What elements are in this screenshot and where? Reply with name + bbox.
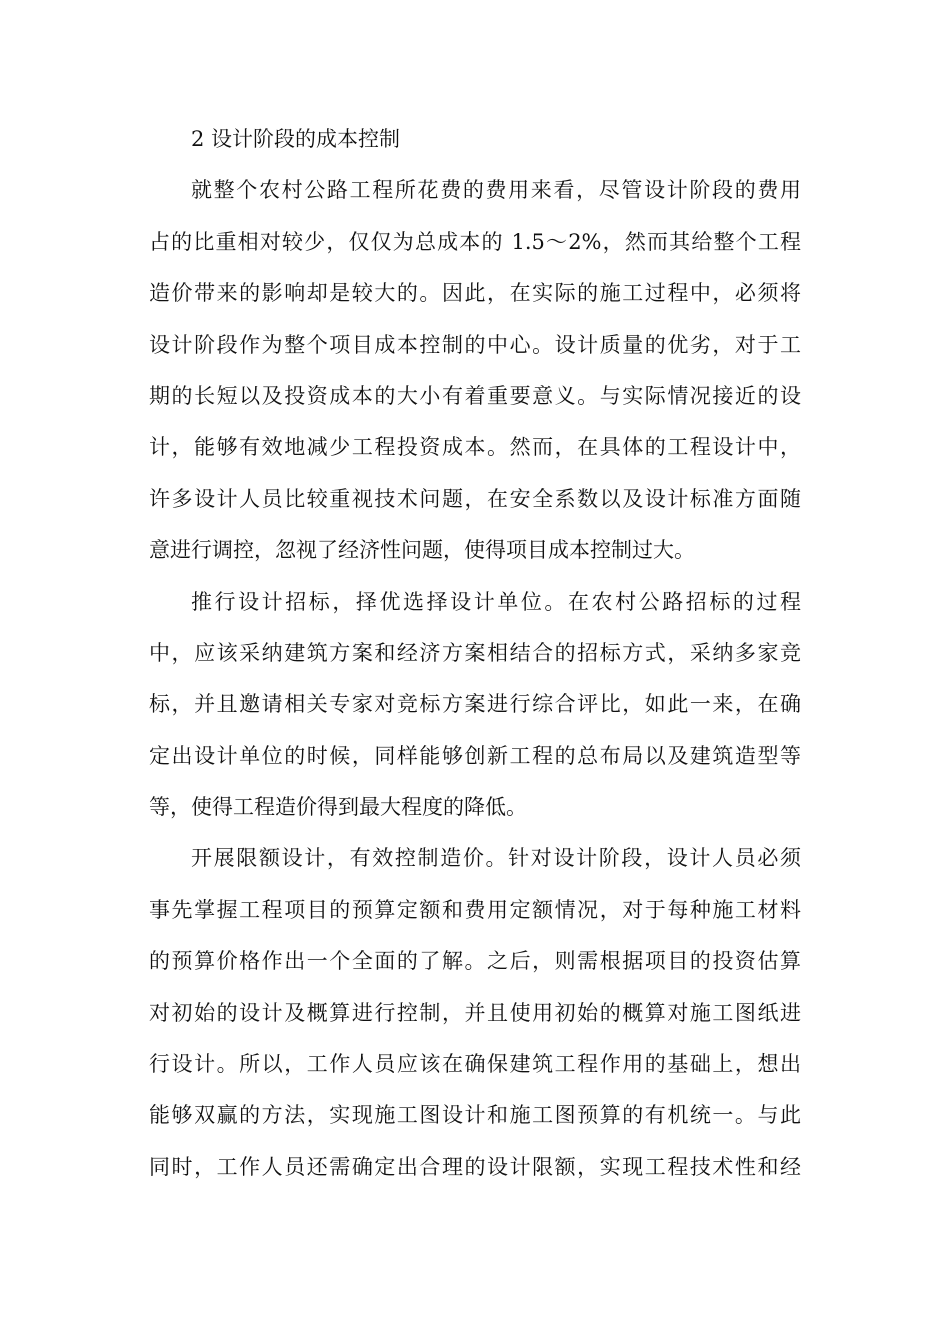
text-line: 造价带来的影响却是较大的。因此，在实际的施工过程中，必须将 — [149, 281, 801, 306]
text-line: 中，应该采纳建筑方案和经济方案相结合的招标方式，采纳多家竞 — [149, 640, 801, 665]
text-line: 就整个农村公路工程所花费的费用来看，尽管设计阶段的费用 — [191, 178, 801, 203]
text-line: 行设计。所以，工作人员应该在确保建筑工程作用的基础上，想出 — [149, 1052, 801, 1077]
section-heading: 2 设计阶段的成本控制 — [191, 127, 401, 151]
text-line: 的预算价格作出一个全面的了解。之后，则需根据项目的投资估算 — [149, 949, 801, 974]
text-line: 等，使得工程造价得到最大程度的降低。 — [149, 795, 527, 820]
text-line: 标，并且邀请相关专家对竞标方案进行综合评比，如此一来，在确 — [149, 692, 801, 717]
text-line: 许多设计人员比较重视技术问题，在安全系数以及设计标准方面随 — [149, 486, 801, 511]
text-line: 期的长短以及投资成本的大小有着重要意义。与实际情况接近的设 — [149, 383, 801, 408]
text-line: 事先掌握工程项目的预算定额和费用定额情况，对于每种施工材料 — [149, 897, 801, 922]
text-line: 定出设计单位的时候，同样能够创新工程的总布局以及建筑造型等 — [149, 743, 801, 768]
text-line: 对初始的设计及概算进行控制，并且使用初始的概算对施工图纸进 — [149, 1000, 801, 1025]
text-line: 占的比重相对较少，仅仅为总成本的 1.5～2%，然而其给整个工程 — [149, 229, 801, 254]
text-line: 推行设计招标，择优选择设计单位。在农村公路招标的过程 — [191, 589, 801, 614]
text-line: 意进行调控，忽视了经济性问题，使得项目成本控制过大。 — [149, 538, 695, 563]
text-line: 设计阶段作为整个项目成本控制的中心。设计质量的优劣，对于工 — [149, 332, 801, 357]
text-line: 同时，工作人员还需确定出合理的设计限额，实现工程技术性和经 — [149, 1154, 801, 1179]
body-text — [149, 114, 801, 1193]
text-line: 能够双赢的方法，实现施工图设计和施工图预算的有机统一。与此 — [149, 1103, 801, 1128]
text-line: 开展限额设计，有效控制造价。针对设计阶段，设计人员必须 — [191, 846, 801, 871]
text-line: 计，能够有效地减少工程投资成本。然而，在具体的工程设计中， — [149, 435, 801, 460]
